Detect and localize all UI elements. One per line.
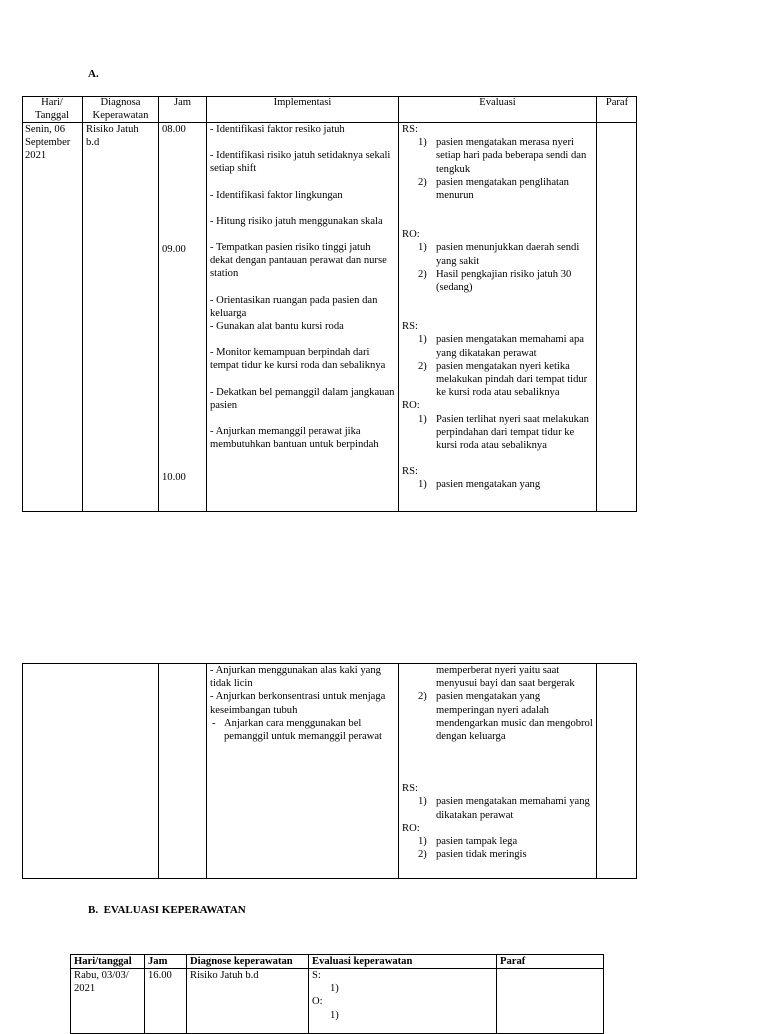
impl-item: - Identifikasi risiko jatuh setidaknya sekali setiap shift	[210, 150, 391, 175]
section-a-label: A.	[88, 68, 99, 80]
cell-hari-tanggal: Senin, 06 September 2021	[25, 124, 71, 162]
impl-item: - Anjurkan memanggil perawat jika membutuhkan bantuan untuk berpindah	[210, 426, 379, 451]
cell-jam-0900: 09.00	[162, 244, 186, 255]
section-b-heading: B. EVALUASI KEPERAWATAN	[88, 904, 246, 916]
cell-diagnose-b: Risiko Jatuh b.d	[190, 970, 259, 981]
eval-item: 1) pasien mengatakan yang	[418, 479, 541, 491]
impl-bullet-item: - Anjarkan cara menggunakan bel pemanggil untuk memanggil perawat	[212, 717, 382, 743]
eval-ro-label: RO:	[402, 229, 420, 241]
header-hari-tanggal-b: Hari/tanggal	[74, 956, 132, 967]
cell-evaluasi-b: S: 1) O: 1)	[312, 970, 339, 1021]
header-diagnosa-keperawatan: Diagnosa Keperawatan	[92, 97, 149, 122]
impl-item: - Anjurkan menggunakan alas kaki yang tidak licin	[210, 665, 381, 690]
eval-rs-label: RS:	[402, 321, 418, 333]
eval-item: 2) Hasil pengkajian risiko jatuh 30 (sedang)	[418, 268, 572, 294]
cell-diagnosa: Risiko Jatuh b.d	[86, 124, 139, 149]
eval-item: 1) pasien mengatakan memahami apa yang dikatakan perawat	[418, 334, 584, 359]
eval-item: 2) pasien tidak meringis	[418, 849, 527, 861]
eval-rs-label: RS:	[402, 783, 418, 795]
cell-implementasi	[210, 123, 396, 451]
header-jam: Jam	[173, 97, 192, 108]
header-paraf-b: Paraf	[500, 956, 526, 967]
header-hari-tanggal: Hari/ Tanggal	[35, 97, 69, 122]
header-evaluasi-keperawatan: Evaluasi keperawatan	[312, 956, 413, 967]
impl-item: - Anjurkan berkonsentrasi untuk menjaga keseimbangan tubuh	[210, 691, 386, 716]
eval-continuation: memperberat nyeri yaitu saat menyusui bayi dan saat bergerak	[436, 665, 575, 690]
header-jam-b: Jam	[148, 956, 168, 967]
impl-item: - Hitung risiko jatuh menggunakan skala	[210, 215, 383, 227]
cell-jam-1000: 10.00	[162, 472, 186, 483]
eval-rs-label: RS:	[402, 466, 418, 478]
eval-item: 1) pasien mengatakan memahami yang dikatakan perawat	[418, 796, 590, 821]
eval-item: 1) pasien tampak lega	[418, 836, 518, 848]
cell-implementasi-continued	[210, 664, 396, 743]
eval-ro-label: RO:	[402, 400, 420, 412]
cell-evaluasi	[402, 123, 594, 511]
impl-item: - Dekatkan bel pemanggil dalam jangkauan pasien	[210, 386, 395, 411]
eval-item: 1) pasien menunjukkan daerah sendi yang sakit	[418, 242, 580, 267]
impl-item: - Gunakan alat bantu kursi roda	[210, 321, 344, 333]
header-paraf: Paraf	[605, 97, 629, 108]
eval-item: 1) Pasien terlihat nyeri saat melakukan perpindahan dari tempat tidur ke kursi roda atau sebaliknya	[418, 413, 589, 452]
impl-item: - Identifikasi faktor resiko jatuh	[210, 124, 345, 135]
header-evaluasi: Evaluasi	[479, 97, 516, 108]
header-implementasi: Implementasi	[273, 97, 332, 108]
eval-item: 2) pasien mengatakan penglihatan menurun	[418, 176, 569, 202]
cell-hari-tanggal-b: Rabu, 03/03/ 2021	[74, 970, 129, 995]
impl-item: - Monitor kemampuan berpindah dari tempat tidur ke kursi roda dan sebaliknya	[210, 347, 386, 372]
cell-jam-b: 16.00	[148, 970, 172, 981]
header-diagnose-keperawatan: Diagnose keperawatan	[190, 956, 293, 967]
cell-jam-0800: 08.00	[162, 124, 186, 135]
impl-item: - Tempatkan pasien risiko tinggi jatuh dekat dengan pantauan perawat dan nurse station	[210, 242, 387, 280]
eval-rs-label: RS:	[402, 124, 418, 135]
eval-item: 2) pasien mengatakan yang memperingan nyeri adalah mendengarkan music dan mengobrol dengan keluarga	[418, 691, 593, 743]
eval-ro-label: RO:	[402, 822, 420, 834]
impl-item: - Identifikasi faktor lingkungan	[210, 189, 343, 201]
eval-item: 2) pasien mengatakan nyeri ketika melakukan pindah dari tempat tidur ke kursi roda atau sebaliknya	[418, 360, 588, 399]
cell-evaluasi-continued	[402, 664, 594, 861]
impl-item: - Orientasikan ruangan pada pasien dan keluarga	[210, 294, 378, 319]
eval-item: 1) pasien mengatakan merasa nyeri setiap hari pada beberapa sendi dan tengkuk	[418, 137, 587, 175]
